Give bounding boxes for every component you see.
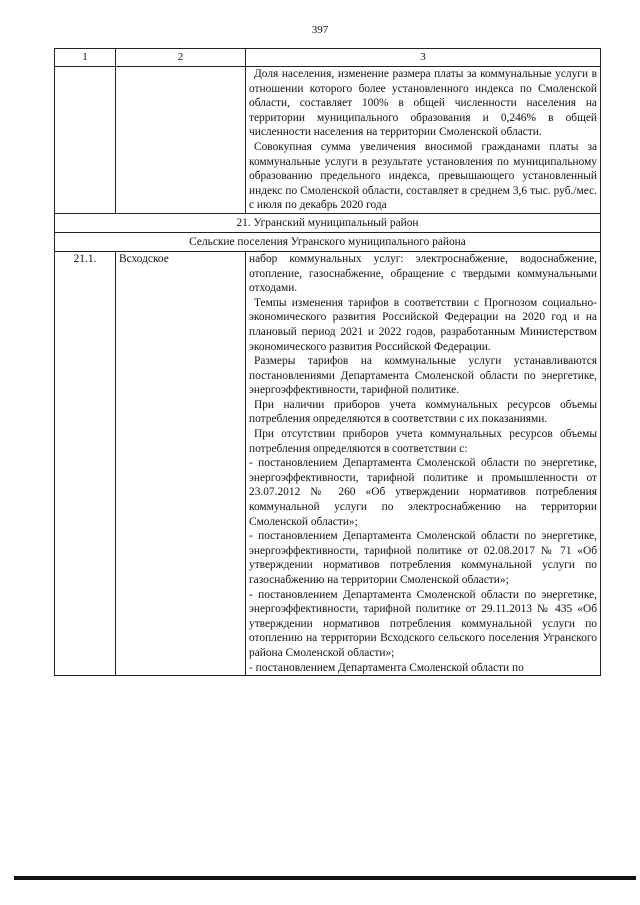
row-description-cell <box>246 251 601 675</box>
list-item: - постановлением Департамента Смоленской области по <box>249 661 524 674</box>
page-number: 397 <box>311 24 329 36</box>
list-item: - постановлением Департамента Смоленской области по энергетике, энергоэффективности, тарифной политике и промышленности от 23.07.2012 № 260 «Об утверждении нормативов потребления коммунальной услуги по электроснабжению на территории Смоленской области»; <box>249 457 597 528</box>
column-header-row <box>55 49 601 67</box>
column-header-3: 3 <box>246 49 601 67</box>
services-paragraph: набор коммунальных услуг: электроснабжение, водоснабжение, отопление, газоснабжение, обращение с твердыми коммунальными отходами. <box>249 252 597 295</box>
continued-number-cell <box>55 67 116 214</box>
meters-present-paragraph: При наличии приборов учета коммунальных ресурсов объемы потребления определяются в соответствии с их показаниями. <box>249 398 597 426</box>
subsection-title: Сельские поселения Угранского муниципального района <box>55 232 601 251</box>
section-title: 21. Угранский муниципальный район <box>55 213 601 232</box>
row-number: 21.1. <box>55 251 116 675</box>
column-header-1: 1 <box>55 49 116 67</box>
section-row <box>55 213 601 232</box>
continued-name-cell <box>116 67 246 214</box>
payment-increase-paragraph: Совокупная сумма увеличения вносимой гражданами платы за коммунальные услуги в результате установления по муниципальному образованию предельного индекса, превышающего установленный индекс по Смоленской области, составляет в среднем 3,6 тыс. руб./мес. с июля по декабрь 2020 года <box>249 140 597 212</box>
settlement-name: Всходское <box>116 251 246 675</box>
tariff-rates-paragraph: Темпы изменения тарифов в соответствии с Прогнозом социально-экономического развития Российской Федерации на 2020 год и на плановый период 2021 и 2022 годов, разработанным Министерством экономического развития Российской Федерации. <box>249 296 597 353</box>
tariff-size-paragraph: Размеры тарифов на коммунальные услуги устанавливаются постановлениями Департамента Смоленской области по энергетике, энергоэффективности, тарифной политике. <box>249 355 597 397</box>
page-bottom-rule <box>14 876 636 880</box>
list-item: - постановлением Департамента Смоленской области по энергетике, энергоэффективности, тарифной политике от 02.08.2017 № 71 «Об утверждении нормативов потребления коммунальной услуги по газоснабжению на территории Смоленской области»; <box>249 530 597 586</box>
continued-description-cell <box>246 67 601 214</box>
meters-absent-paragraph: При отсутствии приборов учета коммунальных ресурсов объемы потребления определяются в соответствии с: <box>249 428 597 455</box>
subsection-row <box>55 232 601 251</box>
table-row <box>55 251 601 675</box>
column-header-2: 2 <box>116 49 246 67</box>
regulation-table <box>54 48 601 676</box>
continued-row <box>55 67 601 214</box>
list-item: - постановлением Департамента Смоленской области по энергетике, энергоэффективности, тарифной политике от 29.11.2013 № 435 «Об утверждении нормативов потребления коммунальной услуги по отоплению на территории Всходского сельского поселения Угранского района Смоленской области»; <box>249 588 597 659</box>
population-share-paragraph: Доля населения, изменение размера платы за коммунальные услуги в отношении которого более установленного индекса по Смоленской области, составляет 100% в общей численности населения на территории муниципального образования и 0,246% в общей численности населения на территории Смоленской области. <box>249 68 597 139</box>
